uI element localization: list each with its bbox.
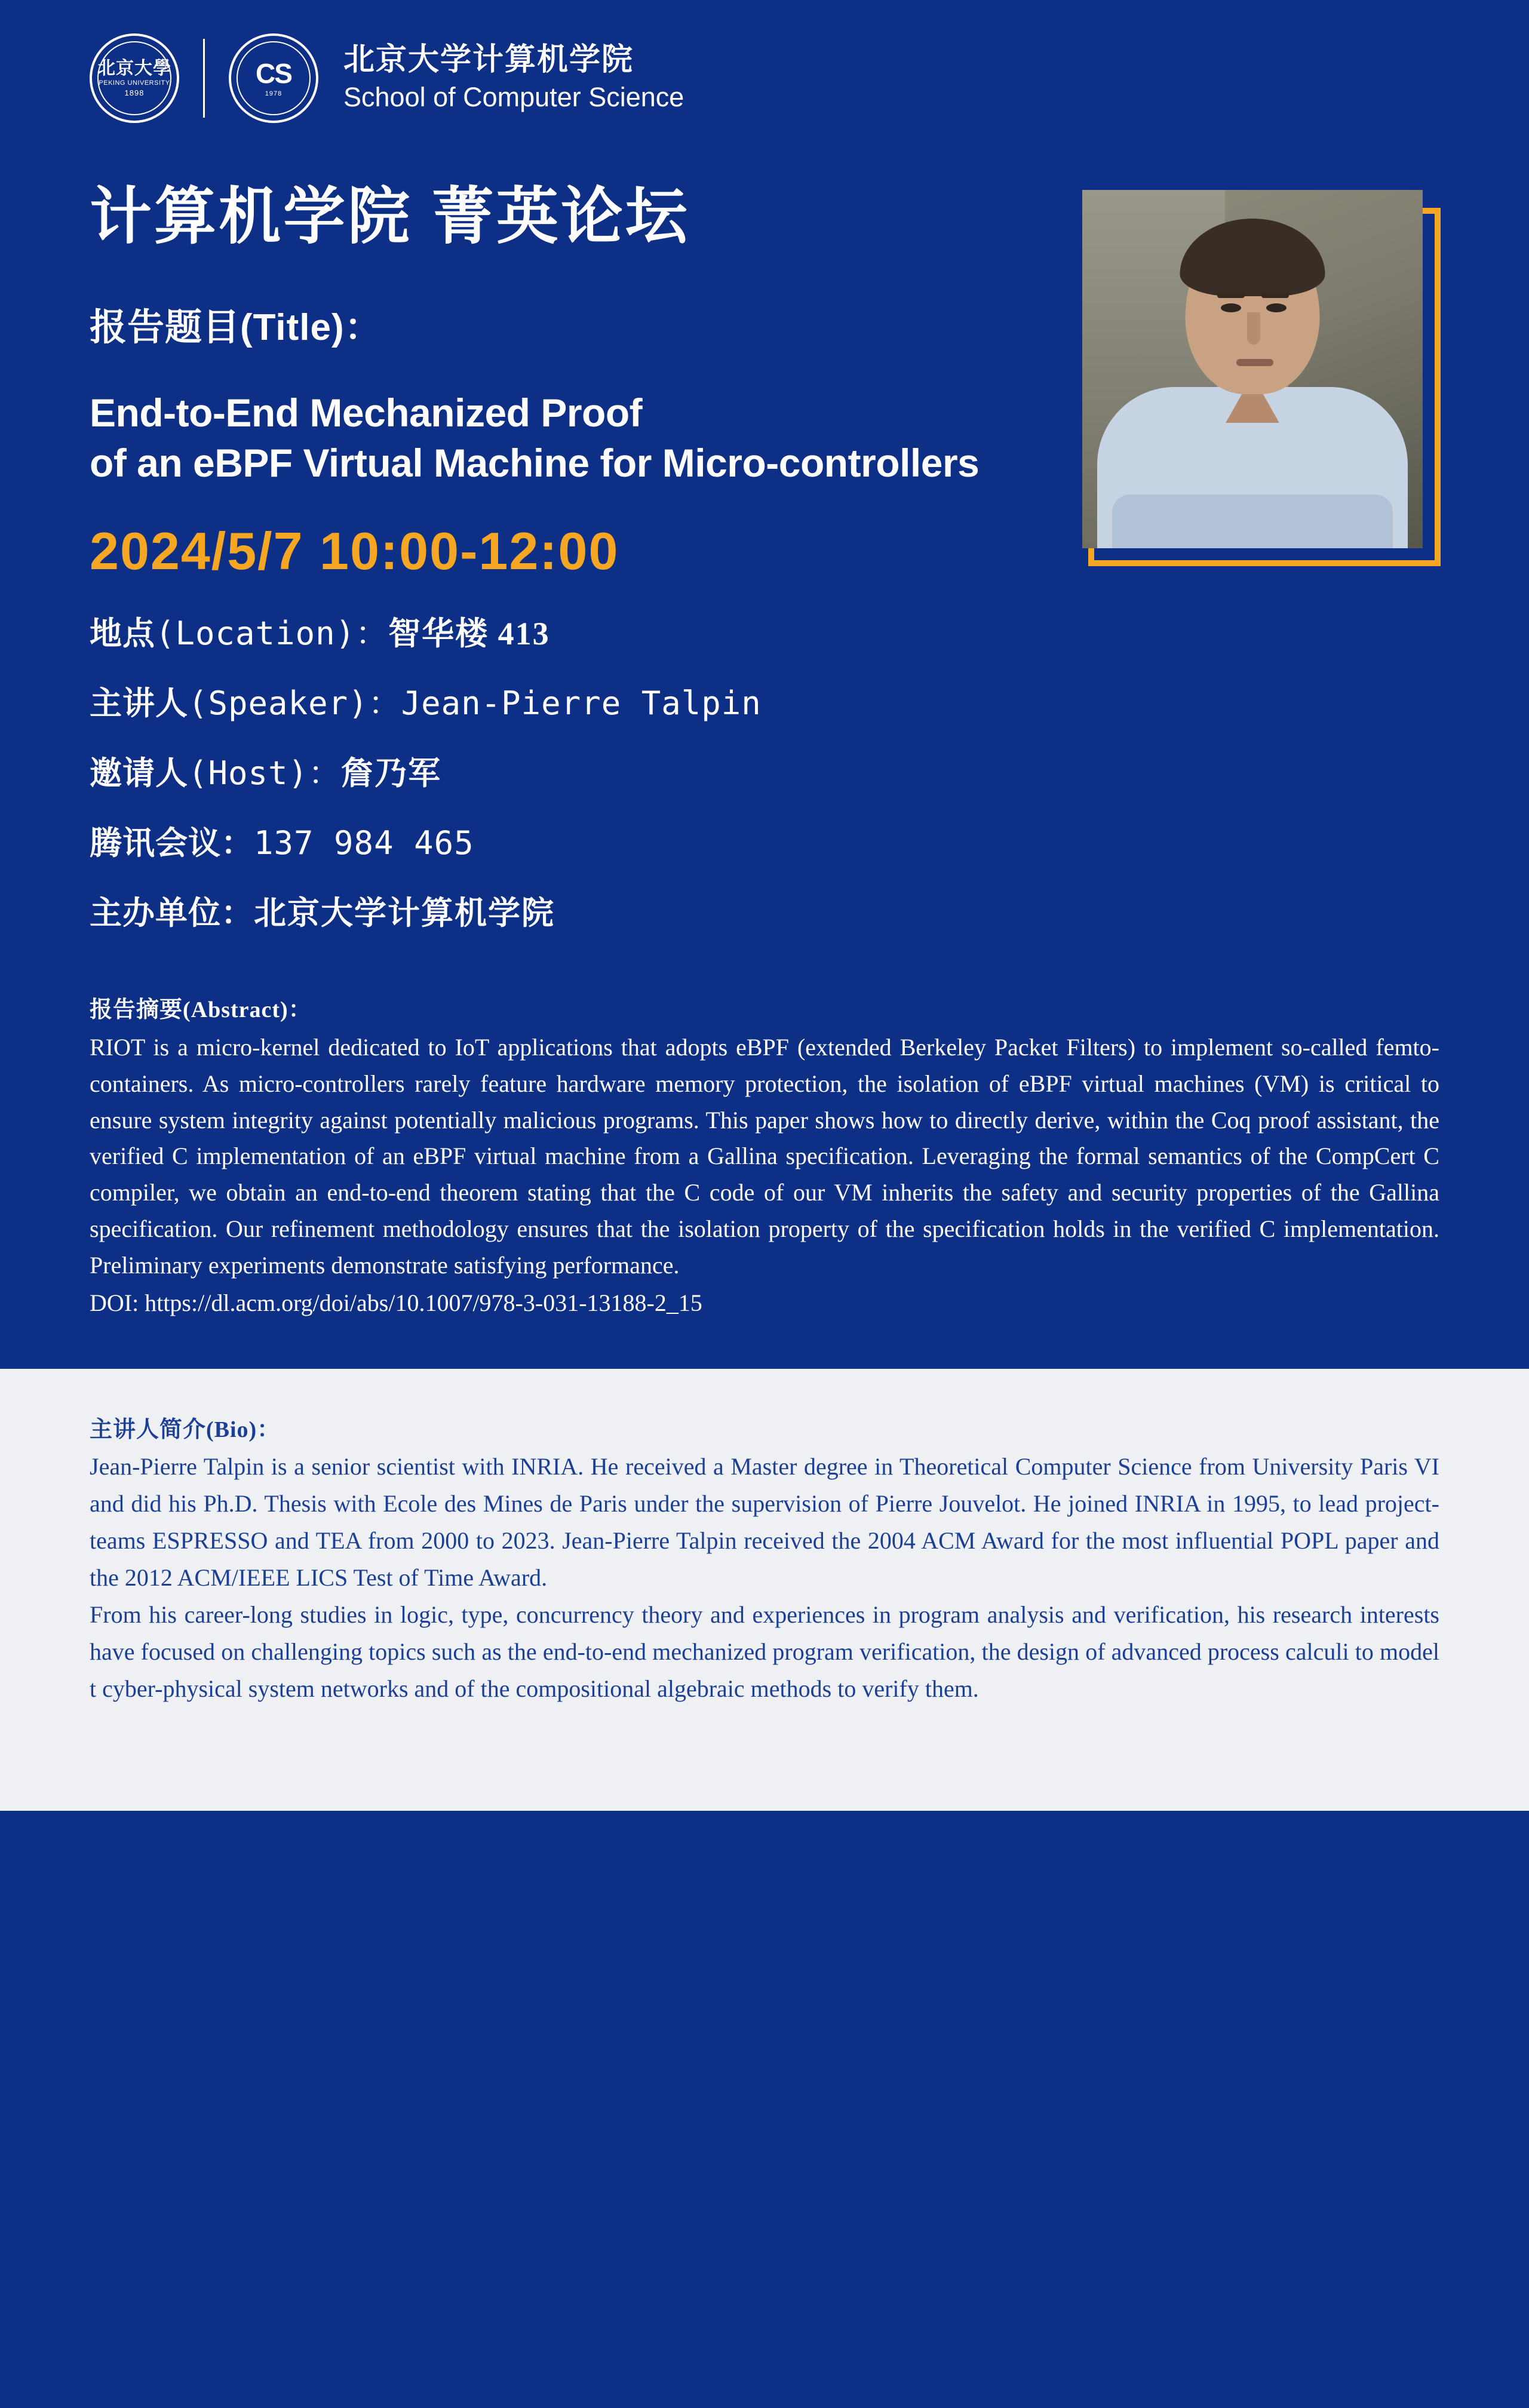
event-info-list bbox=[90, 608, 1439, 933]
info-value-speaker: Jean-Pierre Talpin bbox=[401, 684, 762, 722]
abstract-label: 报告摘要(Abstract)： bbox=[90, 997, 312, 1022]
info-label-host: 邀请人 bbox=[90, 755, 188, 791]
seal-cn-text: 北京大學 bbox=[97, 59, 171, 79]
school-of-cs-logo-icon bbox=[229, 33, 318, 123]
info-label-organizer: 主办单位 bbox=[90, 895, 221, 931]
info-row-host bbox=[90, 748, 1439, 794]
info-value-organizer: 北京大学计算机学院 bbox=[254, 895, 555, 931]
info-row-meeting-id bbox=[90, 818, 1439, 864]
info-row-organizer bbox=[90, 887, 1439, 933]
abstract-text: RIOT is a micro-kernel dedicated to IoT applications that adopts eBPF (extended Berkeley Packet Filters) to implement so-called femto-containers. As micro-controllers rarely feature hardware memory protection, the isolation of eBPF virtual machines (VM) is critical to ensure system integrity against potentially malicious programs. This paper shows how to directly derive, within the Coq proof assistant, the verified C implementation of an eBPF virtual machine from a Gallina specification. Leveraging the formal semantics of the CompCert C compiler, we obtain an end-to-end theorem stating that the C code of our VM inherits the safety and security properties of the Gallina specification. Our refinement methodology ensures that the isolation property of the specification holds in the verified C implementation. Preliminary experiments demonstrate satisfying performance. bbox=[90, 1033, 1439, 1279]
info-value-host: 詹乃军 bbox=[341, 755, 442, 791]
info-label-en-speaker: (Speaker)： bbox=[188, 684, 401, 722]
info-label-en-location: (Location)： bbox=[155, 614, 389, 652]
seal-year-text: 1898 bbox=[124, 88, 145, 98]
bio-label: 主讲人简介(Bio)： bbox=[90, 1417, 281, 1442]
info-label-en-meeting-id: ： bbox=[221, 825, 254, 861]
talk-title-line-1: End-to-End Mechanized Proof bbox=[90, 391, 643, 435]
abstract-section bbox=[90, 991, 1439, 1321]
info-row-location bbox=[90, 608, 1439, 654]
info-label-meeting-id: 腾讯会议 bbox=[90, 825, 221, 861]
cs-mark-text: CS bbox=[256, 57, 291, 89]
abstract-doi-link[interactable]: DOI: https://dl.acm.org/doi/abs/10.1007/978-3-031-13188-2_15 bbox=[90, 1289, 702, 1316]
org-name-cn: 北京大学计算机学院 bbox=[343, 42, 634, 77]
info-label-speaker: 主讲人 bbox=[90, 685, 188, 721]
bio-section bbox=[0, 1369, 1529, 1811]
cs-year-text: 1978 bbox=[265, 90, 283, 97]
header bbox=[0, 0, 1529, 123]
info-value-location: 智华楼 413 bbox=[388, 615, 550, 652]
seal-en-text: PEKING UNIVERSITY bbox=[99, 79, 170, 87]
forum-title: 计算机学院 菁英论坛 bbox=[90, 182, 690, 251]
peking-university-seal-icon bbox=[90, 33, 179, 123]
header-divider bbox=[203, 39, 205, 118]
info-label-location: 地点 bbox=[90, 615, 155, 652]
info-row-speaker bbox=[90, 678, 1439, 724]
bio-text bbox=[90, 1448, 1439, 1707]
bio-paragraph-1: Jean-Pierre Talpin is a senior scientist with INRIA. He received a Master degree in Theoretical Computer Science from University Paris VI and did his Ph.D. Thesis with Ecole des Mines de Paris under the supervision of Pierre Jouvelot. He joined INRIA in 1995, to lead project-teams ESPRESSO and TEA from 2000 to 2023. Jean-Pierre Talpin received the 2004 ACM Award for the most influential POPL paper and the 2012 ACM/IEEE LICS Test of Time Award. bbox=[90, 1452, 1439, 1591]
talk-title-label: 报告题目(Title)： bbox=[90, 307, 382, 348]
talk-title-line-2: of an eBPF Virtual Machine for Micro-controllers bbox=[90, 441, 980, 486]
bio-paragraph-2: From his career-long studies in logic, type, concurrency theory and experiences in program analysis and verification, his research interests have focused on challenging topics such as the end-to-end mechanized program verification, the design of advanced process calculi to model t cyber-physical system networks and of the compositional algebraic methods to verify them. bbox=[90, 1601, 1439, 1702]
org-name-en: School of Computer Science bbox=[343, 81, 684, 112]
organization-names bbox=[343, 42, 684, 114]
talk-title bbox=[90, 388, 1439, 489]
info-value-meeting-id: 137 984 465 bbox=[254, 824, 474, 862]
info-label-en-organizer: ： bbox=[221, 895, 254, 931]
info-label-en-host: (Host)： bbox=[188, 754, 342, 792]
main-content bbox=[0, 166, 1529, 1321]
event-datetime: 2024/5/7 10:00-12:00 bbox=[90, 521, 619, 580]
